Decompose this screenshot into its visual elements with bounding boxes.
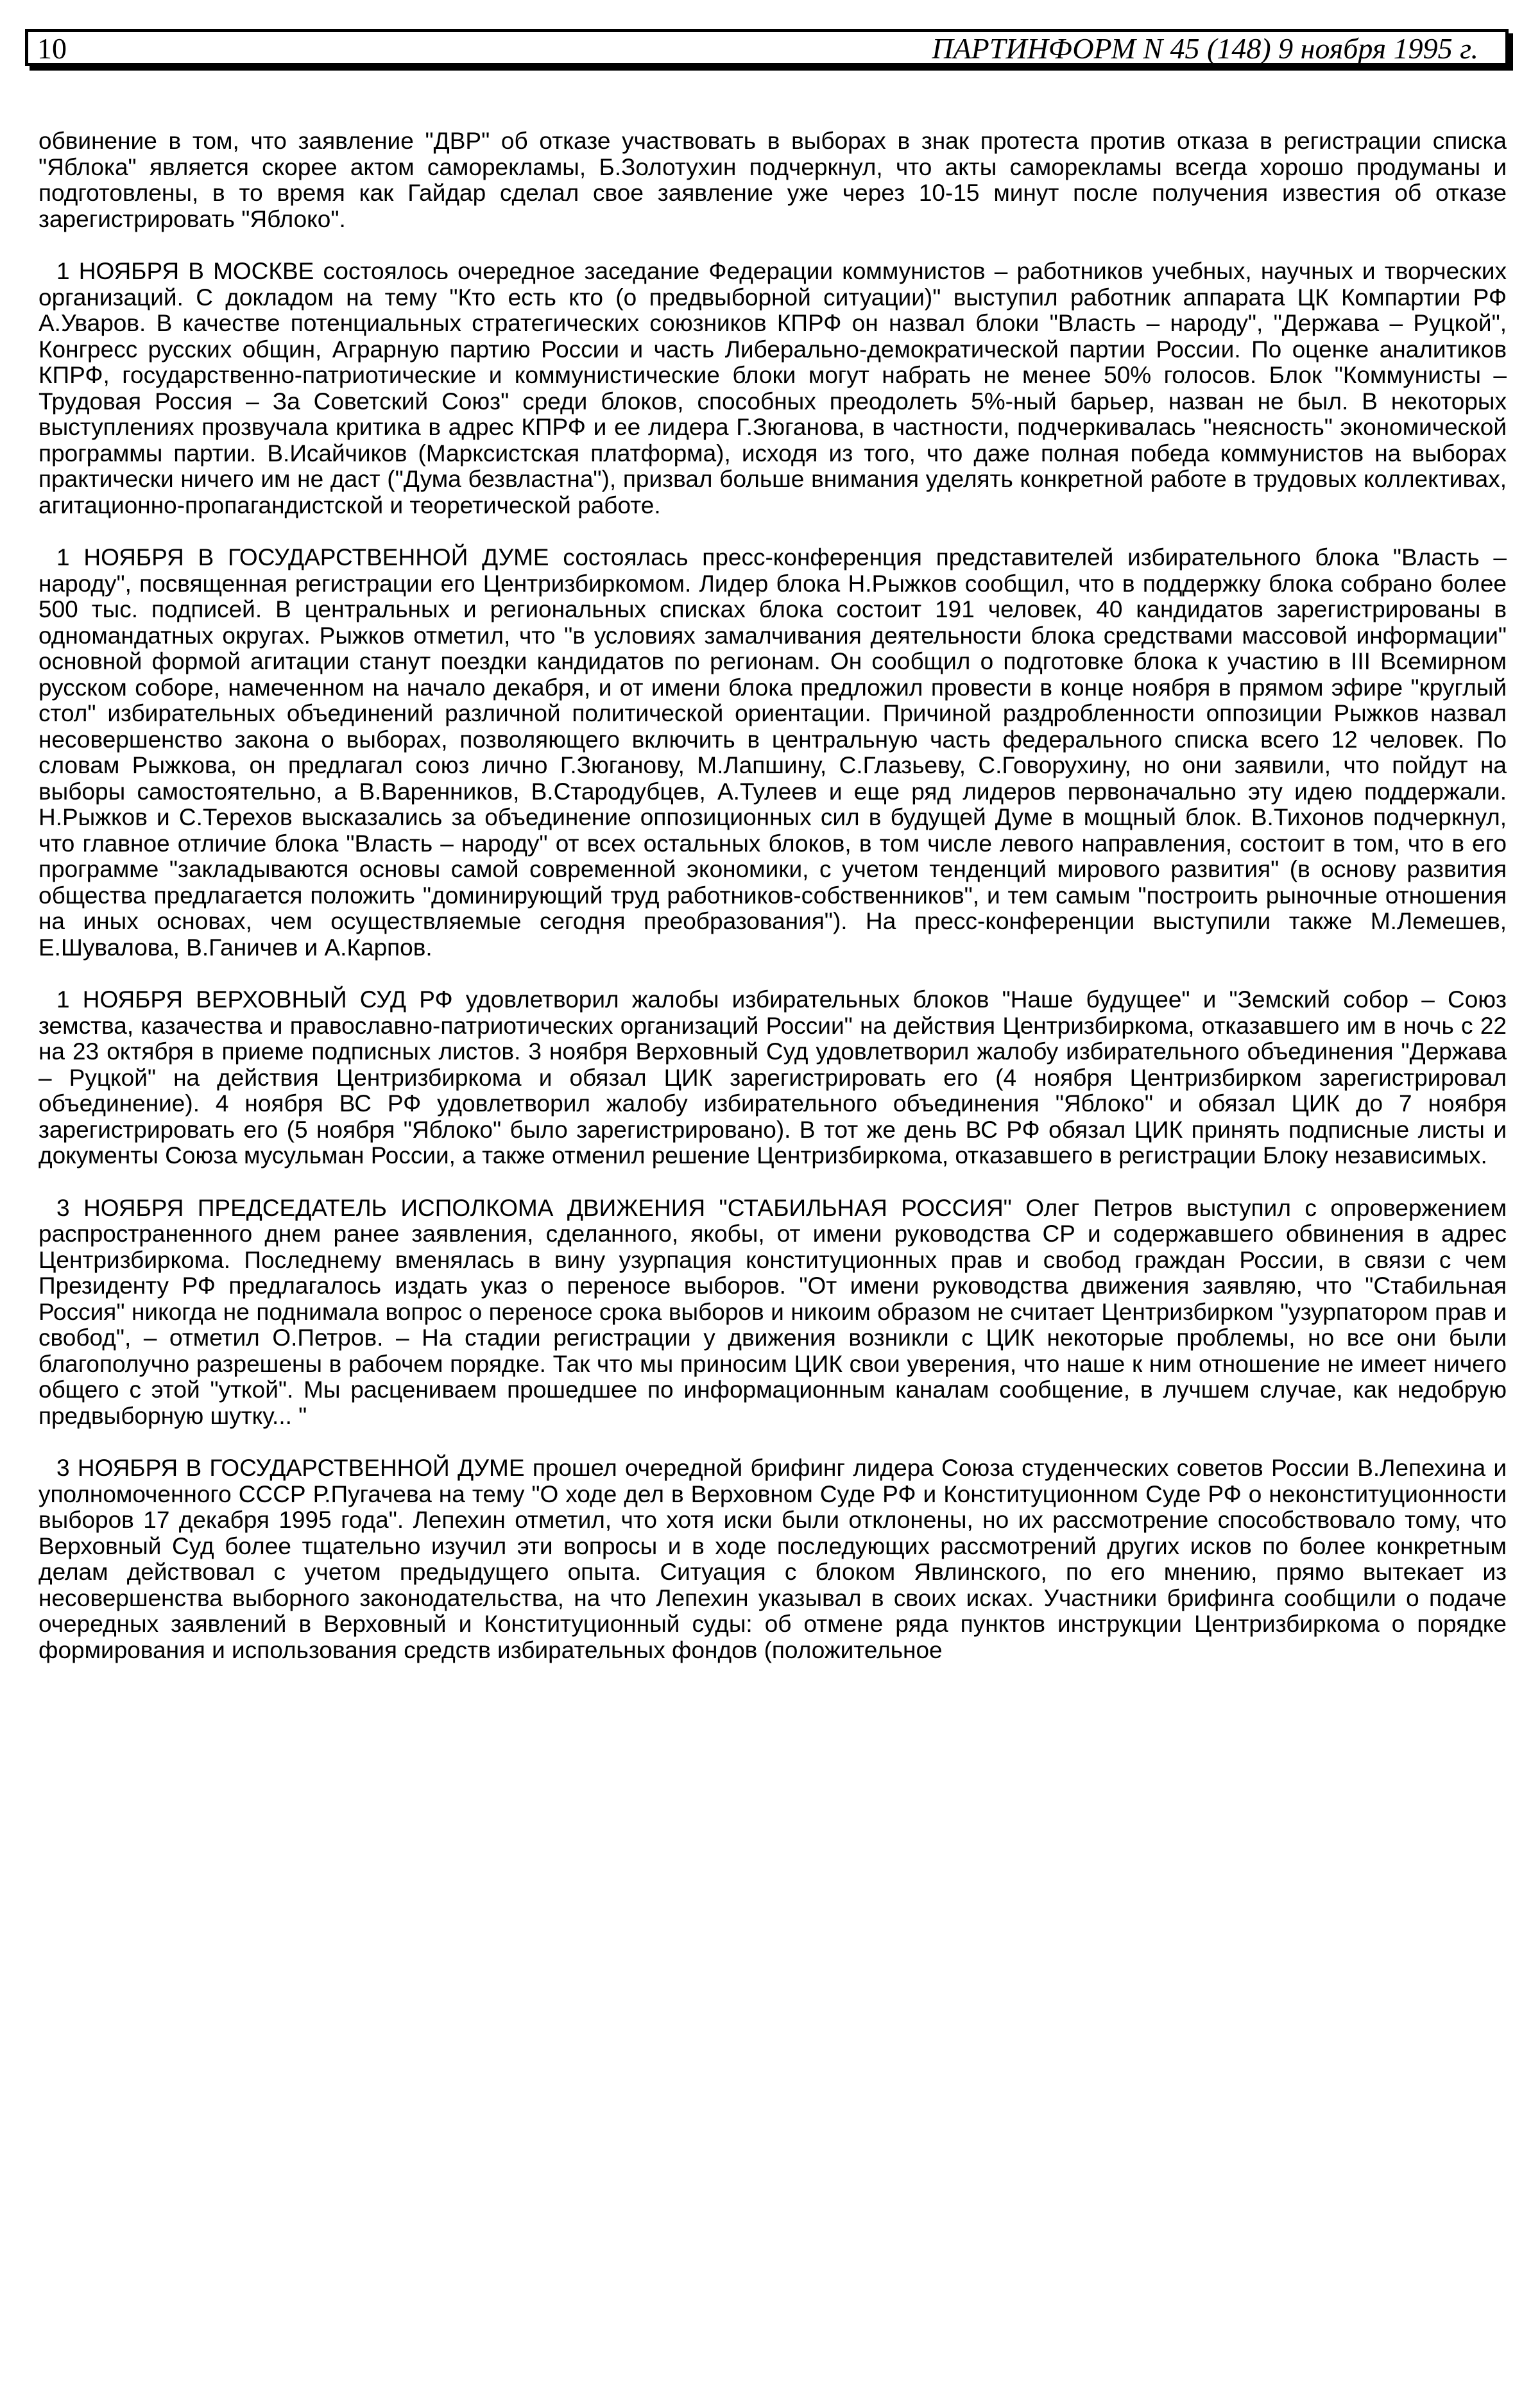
paragraph-stable-russia [38, 1195, 1507, 1430]
paragraph-federation-communists [38, 259, 1507, 518]
paragraph-text: состоялось очередное заседание Федерации коммунистов – работников учебных, научных и творческих организаций. С докладом на тему "Кто есть кто (о предвыборной ситуации)" выступил работник аппарата ЦК Компартии РФ А.Уваров. В качестве потенциальных стратегических союзников КПРФ он назвал блоки "Власть – народу", "Держава – Руцкой", Конгресс русских общин, Аграрную партию России и часть Либерально-демократической партии России. По оценке аналитиков КПРФ, государственно-патриотические и коммунистические блоки могут набрать не менее 50% голосов. Блок "Коммунисты – Трудовая Россия – За Советский Союз" среди блоков, способных преодолеть 5%-ный барьер, назван не был. В некоторых выступлениях прозвучала критика в адрес КПРФ и ее лидера Г.Зюганова, в частности, подчеркивалась "неясность" экономической программы партии. В.Исайчиков (Марксистская платформа), исходя из того, что даже полная победа коммунистов на выборах практически ничего им не даст ("Дума безвластна"), призвал больше внимания уделять конкретной работе в трудовых коллективах, агитационно-пропагандистской и теоретической работе. [38, 258, 1507, 518]
paragraph-lead: 1 НОЯБРЯ В МОСКВЕ [56, 258, 314, 284]
page-header [25, 29, 1509, 66]
paragraph-lead: 1 НОЯБРЯ ВЕРХОВНЫЙ СУД РФ [56, 986, 453, 1013]
paragraph-continuation [38, 128, 1507, 232]
paragraph-text: обвинение в том, что заявление "ДВР" об отказе участвовать в выборах в знак протеста против отказа в регистрации списка "Яблока" является скорее актом саморекламы, Б.Золотухин подчеркнул, что акты саморекламы всегда хорошо продуманы и подготовлены, в то время как Гайдар сделал свое заявление уже через 10-15 минут после получения известия об отказе зарегистрировать "Яблоко". [38, 128, 1507, 232]
paragraph-press-conference [38, 545, 1507, 961]
page-number: 10 [37, 32, 67, 65]
paragraph-supreme-court [38, 987, 1507, 1169]
paragraph-lead: 3 НОЯБРЯ В ГОСУДАРСТВЕННОЙ ДУМЕ [56, 1455, 525, 1481]
issue-title: ПАРТИНФОРМ N 45 (148) 9 ноября 1995 г. [932, 32, 1478, 65]
paragraph-text: Олег Петров выступил с опровержением распространенного днем ранее заявления, сделанного, якобы, от имени руководства СР и содержавшего обвинения в адрес Центризбиркома. Последнему вменялась в вину узурпация конституционных прав и свобод граждан России, в связи с чем Президенту РФ предлагалось издать указ о переносе выборов. "От имени руководства движения заявляю, что "Стабильная Россия" никогда не поднимала вопрос о переносе срока выборов и никоим образом не считает Центризбирком "узурпатором прав и свобод", – отметил О.Петров. – На стадии регистрации у движения возникли с ЦИК некоторые проблемы, но все они были благополучно разрешены в рабочем порядке. Так что мы приносим ЦИК свои уверения, что наше к ним отношение не имеет ничего общего с этой "уткой". Мы расцениваем прошедшее по информационным каналам сообщение, в лучшем случае, как недобрую предвыборную шутку... " [38, 1194, 1507, 1429]
paragraph-text: состоялась пресс-конференция представителей избирательного блока "Власть – народу", посвященная регистрации его Центризбиркомом. Лидер блока Н.Рыжков сообщил, что в поддержку блока собрано более 500 тыс. подписей. В центральных и региональных списках блока состоит 191 человек, 40 кандидатов зарегистрированы в одномандатных округах. Рыжков отметил, что "в условиях замалчивания деятельности блока средствами массовой информации" основной формой агитации станут поездки кандидатов по регионам. Он сообщил о подготовке блока к участию в III Всемирном русском соборе, намеченном на начало декабря, и от имени блока предложил провести в конце ноября в прямом эфире "круглый стол" избирательных объединений различной политической ориентации. Причиной раздробленности оппозиции Рыжков назвал несовершенство закона о выборах, позволяющего включить в центральную часть федерального списка всего 12 человек. По словам Рыжкова, он предлагал союз лично Г.Зюганову, М.Лапшину, С.Глазьеву, С.Говорухину, но они заявили, что пойдут на выборы самостоятельно, а В.Варенников, В.Стародубцев, А.Тулеев и еще ряд лидеров первоначально эту идею поддержали. Н.Рыжков и С.Терехов высказались за объединение оппозиционных сил в будущей Думе в мощный блок. В.Тихонов подчеркнул, что главное отличие блока "Власть – народу" от всех остальных блоков, в том числе левого направления, состоит в том, что в его программе "закладываются основы самой современной экономики, с учетом тенденций мирового развития" (в основу развития общества предлагается положить "доминирующий труд работников-собственников", и тем самым "построить рыночные отношения на иных основах, чем осуществляемые сегодня преобразования"). На пресс-конференции выступили также М.Лемешев, Е.Шувалова, В.Ганичев и А.Карпов. [38, 544, 1507, 961]
paragraph-lead: 3 НОЯБРЯ ПРЕДСЕДАТЕЛЬ ИСПОЛКОМА ДВИЖЕНИЯ "СТАБИЛЬНАЯ РОССИЯ" [56, 1194, 1012, 1221]
article-body [38, 128, 1507, 1690]
paragraph-briefing [38, 1455, 1507, 1663]
paragraph-lead: 1 НОЯБРЯ В ГОСУДАРСТВЕННОЙ ДУМЕ [56, 544, 549, 570]
paragraph-text: удовлетворил жалобы избирательных блоков "Наше будущее" и "Земский собор – Союз земства, казачества и православно-патриотических организаций России" на действия Центризбиркома, отказавшего им в ночь с 22 на 23 октября в приеме подписных листов. 3 ноября Верховный Суд удовлетворил жалобу избирательного объединения "Держава – Руцкой" на действия Центризбиркома и обязал ЦИК зарегистрировать его (4 ноября Центризбирком зарегистрировал объединение). 4 ноября ВС РФ удовлетворил жалобу избирательного объединения "Яблоко" и обязал ЦИК до 7 ноября зарегистрировать его (5 ноября "Яблоко" было зарегистрировано). В тот же день ВС РФ обязал ЦИК принять подписные листы и документы Союза мусульман России, а также отменил решение Центризбиркома, отказавшего в регистрации Блоку независимых. [38, 986, 1507, 1169]
paragraph-text: прошел очередной брифинг лидера Союза студенческих советов России В.Лепехина и уполномоченного СССР Р.Пугачева на тему "О ходе дел в Верховном Суде РФ и Конституционном Суде РФ о неконституционности выборов 17 декабря 1995 года". Лепехин отметил, что хотя иски были отклонены, но их рассмотрение способствовало тому, что Верховный Суд более тщательно изучил эти вопросы и в ходе последующих рассмотрений других исков по более конкретным делам действовал с учетом предыдущего опыта. Ситуация с блоком Явлинского, по его мнению, прямо вытекает из несовершенства выборного законодательства, на что Лепехин указывал в своих исках. Участники брифинга сообщили о подаче очередных заявлений в Верховный и Конституционный суды: об отмене ряда пунктов инструкции Центризбиркома о порядке формирования и использования средств избирательных фондов (положительное [38, 1455, 1507, 1663]
